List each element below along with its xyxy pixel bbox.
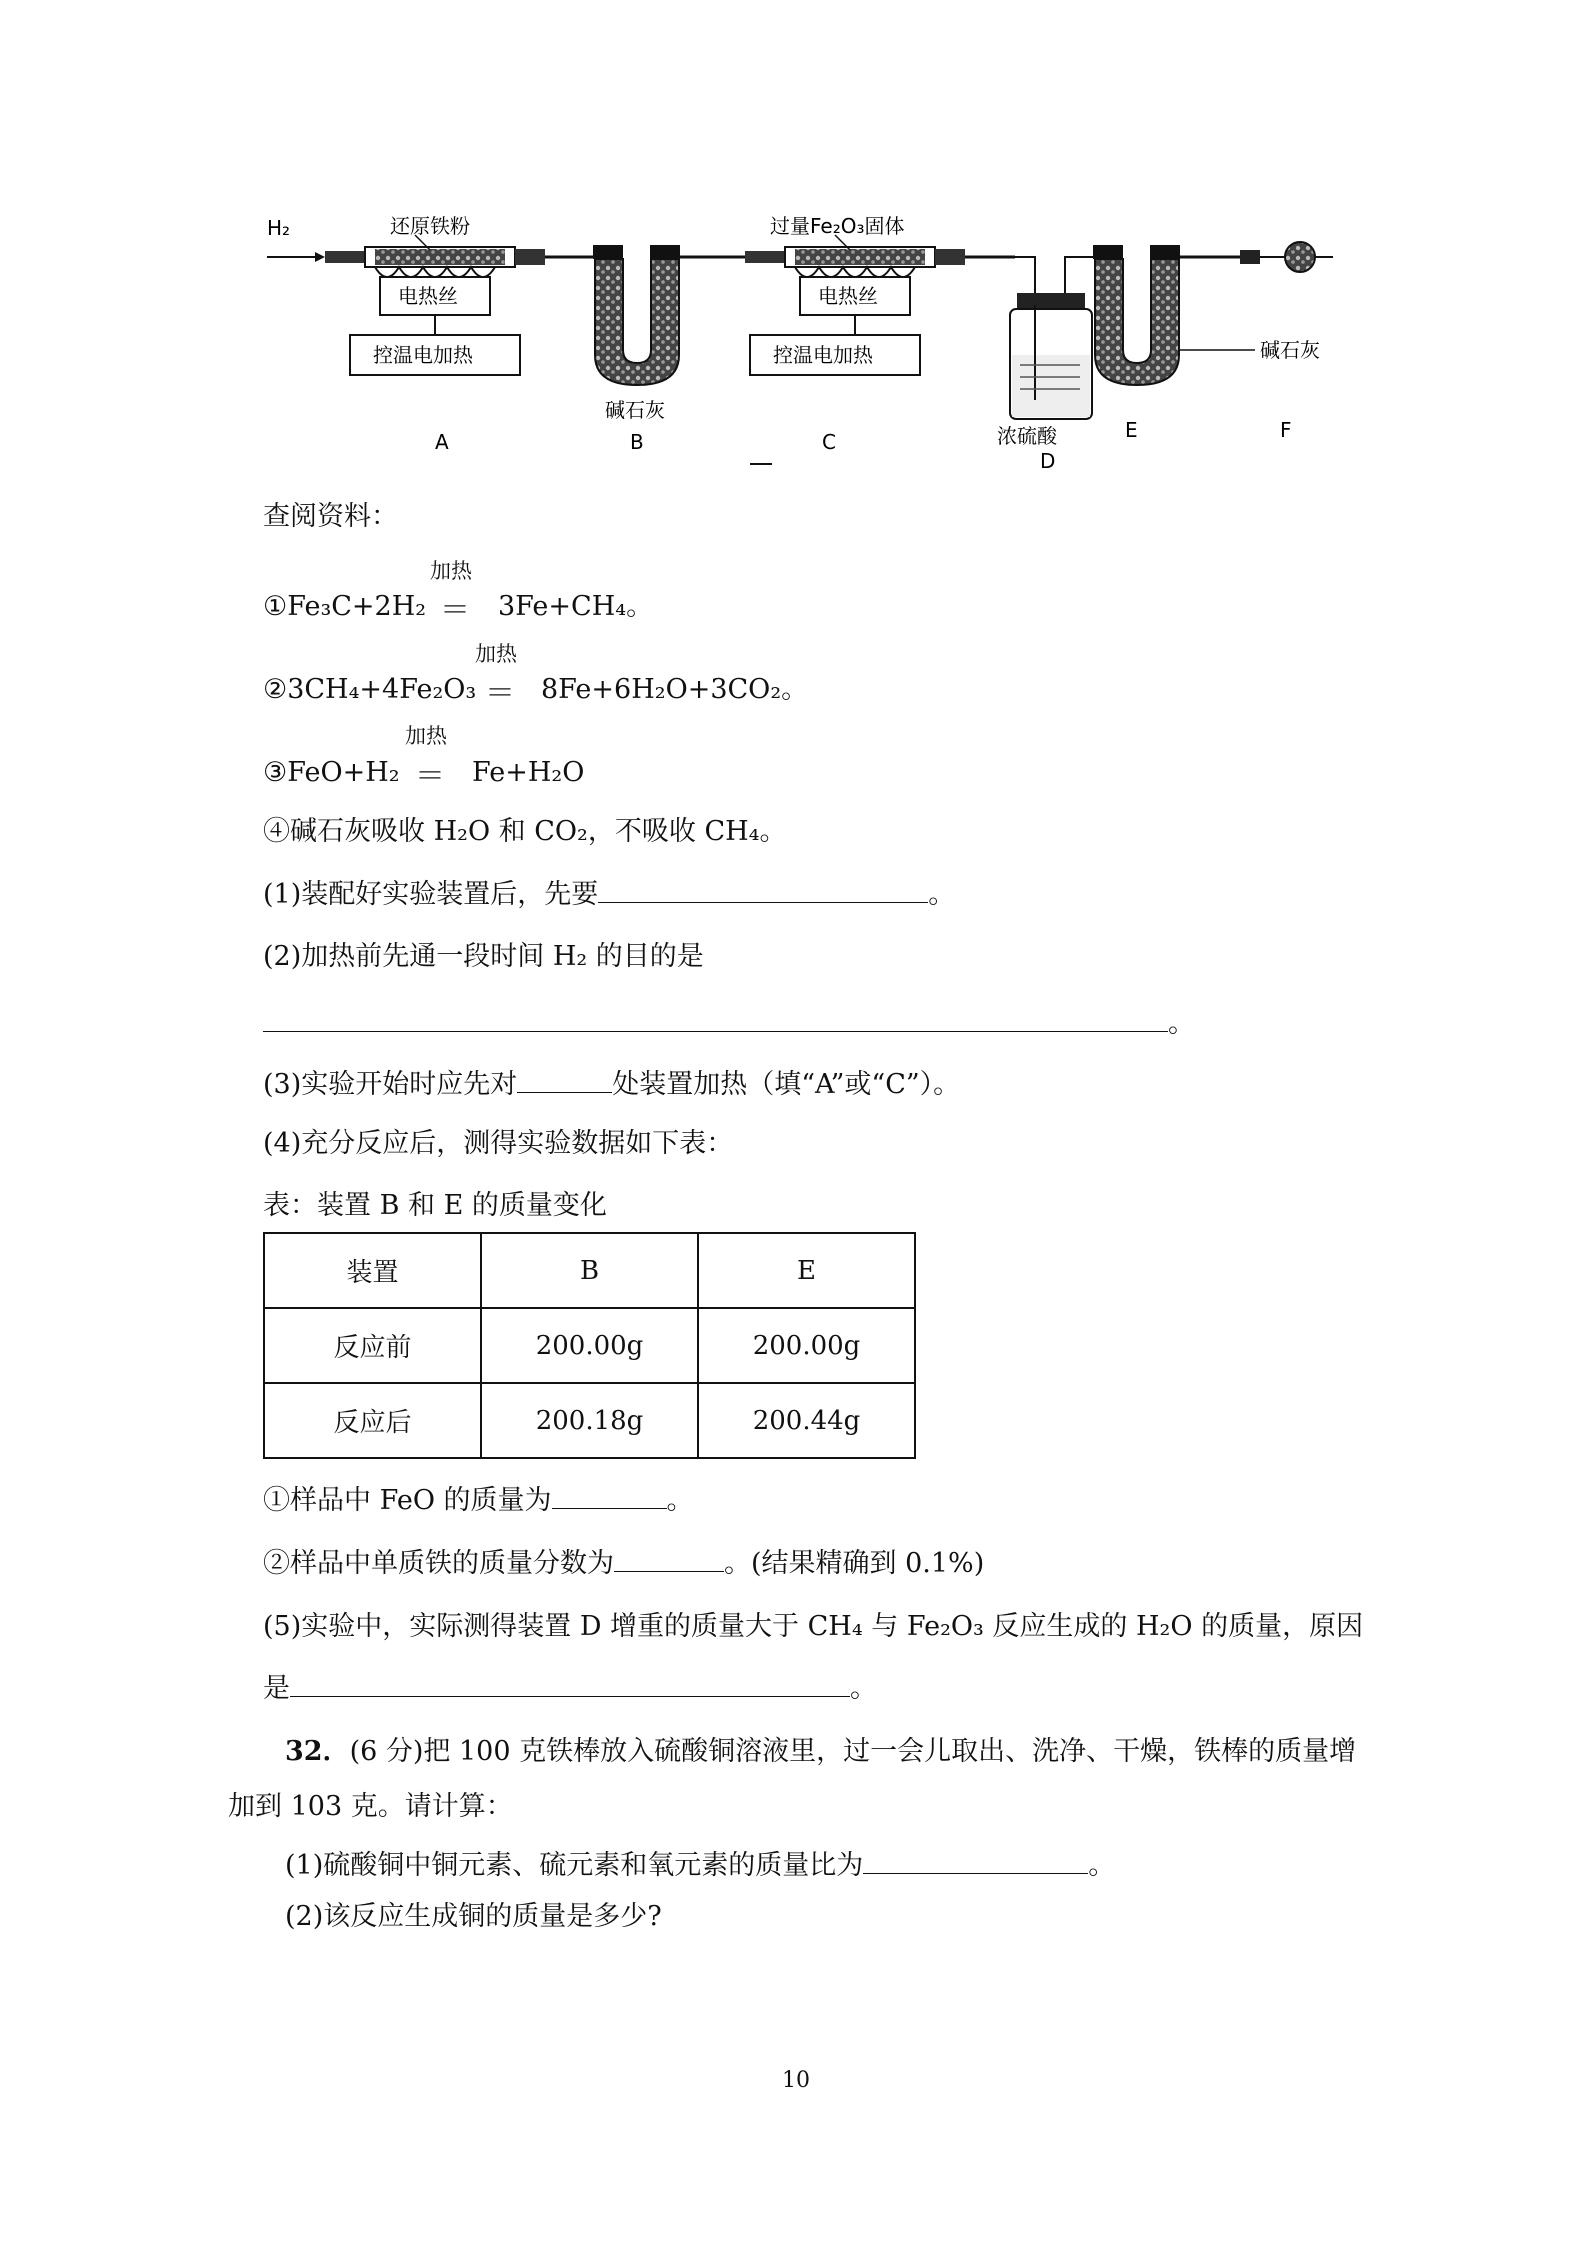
eq2-right: 8Fe+6H₂O+3CO₂。 bbox=[541, 674, 809, 705]
table-cell: 200.00g bbox=[481, 1308, 698, 1383]
question-4-1-text: ①样品中 FeO 的质量为 bbox=[263, 1485, 552, 1516]
device-b-label: 碱石灰 bbox=[605, 398, 665, 422]
answer-blank-32-1[interactable] bbox=[863, 1847, 1088, 1874]
eq3-condition: 加热 bbox=[405, 724, 447, 748]
table-cell: 200.18g bbox=[481, 1383, 698, 1458]
table-cell: 200.44g bbox=[698, 1383, 915, 1458]
question-3-end: 处装置加热（填“A”或“C”）。 bbox=[612, 1069, 961, 1100]
question-1-end: 。 bbox=[928, 879, 956, 910]
device-f bbox=[1179, 242, 1333, 362]
letter-e: E bbox=[1125, 418, 1138, 442]
table-row bbox=[264, 1383, 915, 1458]
problem-32-q1-end: 。 bbox=[1088, 1850, 1116, 1881]
letter-c: C bbox=[822, 430, 836, 454]
answer-blank-4-1[interactable] bbox=[552, 1482, 667, 1509]
question-3 bbox=[263, 1066, 960, 1102]
eq1-left: ①Fe₃C+2H₂ bbox=[263, 591, 427, 622]
eq2-left: ②3CH₄+4Fe₂O₃ bbox=[263, 674, 477, 705]
mass-change-table bbox=[263, 1232, 916, 1459]
device-f-label: 碱石灰 bbox=[1260, 338, 1320, 362]
table-cell: 反应前 bbox=[264, 1308, 481, 1383]
question-1-text: (1)装配好实验装置后，先要 bbox=[263, 879, 599, 910]
question-5-answer-line bbox=[263, 1670, 877, 1706]
table-cell: 200.00g bbox=[698, 1308, 915, 1383]
eq3-right: Fe+H₂O bbox=[472, 757, 585, 788]
problem-32-number: 32． bbox=[285, 1736, 350, 1767]
eq2-sign: ＝ bbox=[485, 676, 515, 711]
table-header-cell: 装置 bbox=[264, 1233, 481, 1308]
problem-32-line2: 加到 103 克。请计算： bbox=[228, 1791, 513, 1822]
letter-b: B bbox=[630, 430, 644, 454]
question-3-text: (3)实验开始时应先对 bbox=[263, 1069, 518, 1100]
question-5: (5)实验中，实际测得装置 D 增重的质量大于 CH₄ 与 Fe₂O₃ 反应生成的 H₂O 的质量，原因 bbox=[263, 1611, 1364, 1642]
device-d-label: 浓硫酸 bbox=[997, 424, 1057, 448]
answer-blank-1[interactable] bbox=[598, 876, 928, 903]
h2-label: H₂ bbox=[267, 216, 291, 240]
eq1-sign: ＝ bbox=[440, 593, 470, 628]
eq3-sign: ＝ bbox=[415, 759, 445, 794]
device-d bbox=[997, 257, 1095, 448]
letter-d: D bbox=[1040, 449, 1056, 473]
device-c-top-label: 过量Fe₂O₃固体 bbox=[770, 214, 905, 238]
answer-blank-2[interactable] bbox=[263, 1005, 1168, 1032]
question-2-end: 。 bbox=[1168, 1008, 1195, 1039]
question-2: (2)加热前先通一段时间 H₂ 的目的是 bbox=[263, 941, 704, 972]
table-header-cell: E bbox=[698, 1233, 915, 1308]
page-number: 10 bbox=[782, 2068, 810, 2093]
eq1-right: 3Fe+CH₄。 bbox=[498, 591, 654, 622]
device-e bbox=[1093, 245, 1180, 385]
device-c bbox=[745, 214, 965, 375]
device-a-heater-label: 电热丝 bbox=[398, 284, 458, 308]
question-4: (4)充分反应后，测得实验数据如下表： bbox=[263, 1128, 734, 1159]
table-header-cell: B bbox=[481, 1233, 698, 1308]
answer-blank-4-2[interactable] bbox=[614, 1545, 724, 1572]
eq3-left: ③FeO+H₂ bbox=[263, 757, 400, 788]
device-a bbox=[325, 214, 545, 375]
question-5-end: 。 bbox=[850, 1673, 877, 1704]
question-1 bbox=[263, 876, 955, 912]
question-2-answer-line bbox=[263, 1005, 1195, 1041]
device-c-control-label: 控温电加热 bbox=[773, 343, 873, 367]
question-4-1 bbox=[263, 1482, 694, 1518]
note-4: ④碱石灰吸收 H₂O 和 CO₂，不吸收 CH₄。 bbox=[263, 816, 787, 847]
apparatus-diagram bbox=[255, 205, 1365, 480]
problem-32-q2: (2)该反应生成铜的质量是多少? bbox=[285, 1901, 662, 1932]
table-caption: 表：装置 B 和 E 的质量变化 bbox=[263, 1190, 607, 1221]
device-a-top-label: 还原铁粉 bbox=[390, 214, 470, 238]
question-4-2 bbox=[263, 1545, 984, 1581]
reference-heading: 查阅资料： bbox=[263, 501, 398, 532]
problem-32-line1 bbox=[285, 1735, 1356, 1769]
device-b bbox=[593, 245, 680, 422]
question-4-2-end: 。(结果精确到 0.1%) bbox=[724, 1548, 985, 1579]
letter-f: F bbox=[1280, 418, 1292, 442]
table-row bbox=[264, 1308, 915, 1383]
question-5-text: 是 bbox=[263, 1673, 290, 1704]
answer-blank-5[interactable] bbox=[290, 1670, 850, 1697]
problem-32-q1 bbox=[285, 1847, 1115, 1883]
letter-a: A bbox=[435, 430, 449, 454]
question-4-2-text: ②样品中单质铁的质量分数为 bbox=[263, 1548, 614, 1579]
table-header-row bbox=[264, 1233, 915, 1308]
problem-32-q1-text: (1)硫酸铜中铜元素、硫元素和氧元素的质量比为 bbox=[285, 1850, 864, 1881]
eq2-condition: 加热 bbox=[475, 642, 517, 666]
problem-32-text: (6 分)把 100 克铁棒放入硫酸铜溶液里，过一会儿取出、洗净、干燥，铁棒的质量增 bbox=[349, 1736, 1357, 1767]
device-a-control-label: 控温电加热 bbox=[373, 343, 473, 367]
eq1-condition: 加热 bbox=[430, 559, 472, 583]
device-c-heater-label: 电热丝 bbox=[818, 284, 878, 308]
table-cell: 反应后 bbox=[264, 1383, 481, 1458]
question-4-1-end: 。 bbox=[666, 1485, 694, 1516]
answer-blank-3[interactable] bbox=[517, 1066, 612, 1093]
